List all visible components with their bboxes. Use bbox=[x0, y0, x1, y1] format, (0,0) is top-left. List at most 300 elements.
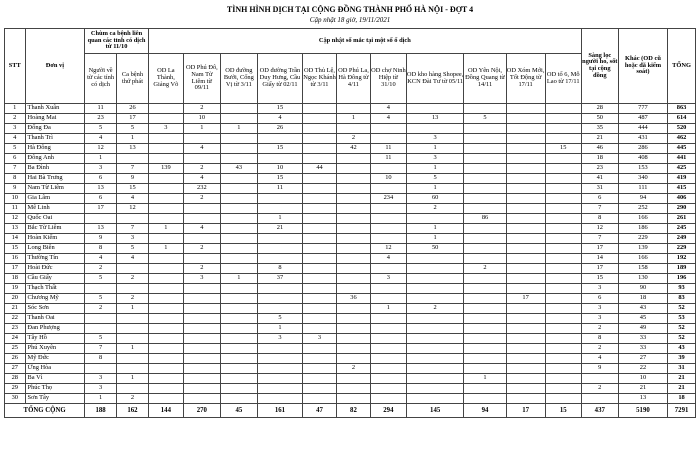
row-value-cell bbox=[464, 144, 506, 154]
row-value-cell bbox=[336, 394, 370, 404]
row-value-cell bbox=[220, 184, 257, 194]
row-unit: Thanh Trì bbox=[25, 134, 85, 144]
row-value-cell: 6 bbox=[85, 174, 117, 184]
row-value-cell: 8 bbox=[257, 264, 302, 274]
row-value-cell: 7 bbox=[581, 204, 618, 214]
row-value-cell: 3 bbox=[303, 334, 337, 344]
row-value-cell bbox=[117, 314, 149, 324]
row-value-cell: 3 bbox=[85, 384, 117, 394]
row-value-cell: 192 bbox=[668, 254, 696, 264]
row-value-cell bbox=[506, 124, 545, 134]
row-value-cell bbox=[506, 184, 545, 194]
row-value-cell bbox=[545, 314, 581, 324]
row-value-cell bbox=[303, 264, 337, 274]
table-row bbox=[5, 264, 696, 274]
table-row bbox=[5, 224, 696, 234]
row-unit: Hoàng Mai bbox=[25, 114, 85, 124]
row-value-cell: 33 bbox=[618, 344, 667, 354]
row-stt: 7 bbox=[5, 164, 26, 174]
row-value-cell bbox=[545, 154, 581, 164]
row-value-cell bbox=[464, 104, 506, 114]
row-unit: Ba Vì bbox=[25, 374, 85, 384]
row-unit: Hà Đông bbox=[25, 144, 85, 154]
row-value-cell bbox=[506, 174, 545, 184]
row-value-cell bbox=[303, 124, 337, 134]
table-row bbox=[5, 104, 696, 114]
row-value-cell bbox=[545, 324, 581, 334]
header-group-provinces: Chùm ca bệnh liên quan các tỉnh có dịch từ 11/10 bbox=[85, 29, 149, 54]
row-value-cell bbox=[370, 384, 406, 394]
row-value-cell bbox=[257, 384, 302, 394]
row-value-cell bbox=[506, 254, 545, 264]
row-value-cell: 153 bbox=[618, 164, 667, 174]
subheader-cell: OD La Thành, Giảng Võ bbox=[148, 54, 183, 104]
total-value-cell: 45 bbox=[220, 404, 257, 418]
row-value-cell bbox=[183, 134, 220, 144]
row-value-cell bbox=[545, 124, 581, 134]
row-value-cell bbox=[257, 244, 302, 254]
table-row bbox=[5, 394, 696, 404]
subheader-cell: OD Yên Nội, Đồng Quang từ 14/11 bbox=[464, 54, 506, 104]
row-value-cell bbox=[370, 334, 406, 344]
subheader-cell: OD Thủ Lệ, Ngọc Khánh từ 3/11 bbox=[303, 54, 337, 104]
row-value-cell: 4 bbox=[85, 254, 117, 264]
row-value-cell bbox=[406, 374, 464, 384]
row-value-cell: 39 bbox=[668, 354, 696, 364]
row-value-cell bbox=[220, 324, 257, 334]
row-value-cell bbox=[303, 154, 337, 164]
row-value-cell: 10 bbox=[618, 374, 667, 384]
row-value-cell: 1 bbox=[117, 134, 149, 144]
row-value-cell: 3 bbox=[370, 274, 406, 284]
row-value-cell bbox=[406, 214, 464, 224]
row-value-cell bbox=[336, 254, 370, 264]
row-value-cell: 252 bbox=[618, 204, 667, 214]
row-value-cell bbox=[506, 114, 545, 124]
row-stt: 20 bbox=[5, 294, 26, 304]
row-value-cell: 17 bbox=[581, 244, 618, 254]
row-value-cell bbox=[220, 284, 257, 294]
row-value-cell: 50 bbox=[581, 114, 618, 124]
table-row bbox=[5, 194, 696, 204]
row-value-cell bbox=[336, 104, 370, 114]
row-value-cell: 1 bbox=[370, 304, 406, 314]
row-value-cell: 444 bbox=[618, 124, 667, 134]
row-value-cell: 21 bbox=[668, 374, 696, 384]
row-value-cell bbox=[303, 294, 337, 304]
header-total: TỔNG bbox=[668, 29, 696, 104]
row-value-cell: 12 bbox=[117, 204, 149, 214]
row-value-cell bbox=[183, 324, 220, 334]
row-value-cell bbox=[148, 114, 183, 124]
row-value-cell bbox=[117, 154, 149, 164]
row-value-cell: 18 bbox=[618, 294, 667, 304]
row-value-cell bbox=[85, 364, 117, 374]
row-value-cell bbox=[303, 324, 337, 334]
row-value-cell bbox=[545, 254, 581, 264]
subheader-cell: OD kho hàng Shopee, KCN Đài Tư từ 05/11 bbox=[406, 54, 464, 104]
row-value-cell bbox=[117, 284, 149, 294]
row-value-cell bbox=[303, 394, 337, 404]
row-value-cell bbox=[506, 134, 545, 144]
row-value-cell: 8 bbox=[85, 354, 117, 364]
row-value-cell: 2 bbox=[336, 134, 370, 144]
row-value-cell bbox=[545, 294, 581, 304]
row-value-cell bbox=[336, 274, 370, 284]
row-value-cell: 2 bbox=[85, 264, 117, 274]
row-value-cell bbox=[464, 304, 506, 314]
row-value-cell bbox=[303, 234, 337, 244]
row-value-cell bbox=[220, 114, 257, 124]
row-value-cell bbox=[406, 264, 464, 274]
total-value-cell: 161 bbox=[257, 404, 302, 418]
row-value-cell: 189 bbox=[668, 264, 696, 274]
row-value-cell bbox=[303, 354, 337, 364]
row-value-cell: 462 bbox=[668, 134, 696, 144]
row-value-cell: 43 bbox=[618, 304, 667, 314]
row-unit: Sơn Tây bbox=[25, 394, 85, 404]
row-value-cell: 2 bbox=[183, 104, 220, 114]
row-value-cell bbox=[220, 334, 257, 344]
row-value-cell bbox=[506, 364, 545, 374]
row-value-cell: 1 bbox=[257, 324, 302, 334]
row-value-cell: 1 bbox=[183, 124, 220, 134]
row-unit: Cầu Giấy bbox=[25, 274, 85, 284]
row-value-cell bbox=[220, 314, 257, 324]
row-value-cell bbox=[545, 304, 581, 314]
row-value-cell bbox=[257, 134, 302, 144]
row-value-cell bbox=[148, 364, 183, 374]
row-value-cell bbox=[303, 254, 337, 264]
row-unit: Phúc Thọ bbox=[25, 384, 85, 394]
row-value-cell bbox=[370, 264, 406, 274]
row-value-cell: 4 bbox=[370, 254, 406, 264]
row-value-cell: 4 bbox=[117, 254, 149, 264]
row-value-cell bbox=[220, 344, 257, 354]
row-stt: 1 bbox=[5, 104, 26, 114]
row-value-cell bbox=[545, 114, 581, 124]
row-value-cell: 614 bbox=[668, 114, 696, 124]
report-subtitle: Cập nhật 18 giờ, 19/11/2021 bbox=[309, 16, 391, 24]
row-value-cell bbox=[464, 334, 506, 344]
row-value-cell bbox=[303, 224, 337, 234]
row-value-cell: 21 bbox=[581, 134, 618, 144]
row-value-cell: 52 bbox=[668, 334, 696, 344]
row-value-cell: 487 bbox=[618, 114, 667, 124]
row-value-cell: 415 bbox=[668, 184, 696, 194]
row-value-cell: 26 bbox=[117, 104, 149, 114]
row-stt: 4 bbox=[5, 134, 26, 144]
row-value-cell: 2 bbox=[117, 274, 149, 284]
row-value-cell bbox=[336, 174, 370, 184]
table-row bbox=[5, 294, 696, 304]
row-value-cell bbox=[370, 184, 406, 194]
row-value-cell bbox=[257, 394, 302, 404]
row-value-cell: 6 bbox=[581, 194, 618, 204]
row-stt: 14 bbox=[5, 234, 26, 244]
row-value-cell bbox=[581, 394, 618, 404]
row-value-cell: 2 bbox=[406, 204, 464, 214]
row-value-cell: 15 bbox=[545, 144, 581, 154]
row-value-cell bbox=[117, 324, 149, 334]
row-value-cell: 290 bbox=[668, 204, 696, 214]
row-value-cell bbox=[506, 264, 545, 274]
row-value-cell: 43 bbox=[220, 164, 257, 174]
subheader-cell: OD đường Bưởi, Cống Vị từ 3/11 bbox=[220, 54, 257, 104]
row-value-cell bbox=[303, 144, 337, 154]
row-value-cell: 31 bbox=[668, 364, 696, 374]
row-value-cell bbox=[148, 344, 183, 354]
row-unit: Hoài Đức bbox=[25, 264, 85, 274]
row-value-cell bbox=[336, 204, 370, 214]
row-value-cell bbox=[85, 284, 117, 294]
row-stt: 8 bbox=[5, 174, 26, 184]
row-value-cell: 9 bbox=[581, 364, 618, 374]
row-value-cell bbox=[220, 134, 257, 144]
row-value-cell: 186 bbox=[618, 224, 667, 234]
table-row bbox=[5, 124, 696, 134]
row-unit: Hoàn Kiếm bbox=[25, 234, 85, 244]
row-value-cell bbox=[406, 324, 464, 334]
row-value-cell bbox=[506, 344, 545, 354]
table-row bbox=[5, 274, 696, 284]
row-value-cell bbox=[464, 344, 506, 354]
row-value-cell: 15 bbox=[581, 274, 618, 284]
row-value-cell bbox=[370, 314, 406, 324]
row-value-cell bbox=[545, 174, 581, 184]
row-value-cell: 232 bbox=[183, 184, 220, 194]
row-value-cell bbox=[303, 204, 337, 214]
row-value-cell: 50 bbox=[406, 244, 464, 254]
row-value-cell: 12 bbox=[581, 224, 618, 234]
row-value-cell bbox=[336, 304, 370, 314]
total-value-cell: 188 bbox=[85, 404, 117, 418]
row-value-cell: 340 bbox=[618, 174, 667, 184]
row-value-cell: 33 bbox=[618, 334, 667, 344]
row-stt: 15 bbox=[5, 244, 26, 254]
header-stt: STT bbox=[5, 29, 26, 104]
row-value-cell bbox=[257, 154, 302, 164]
row-value-cell bbox=[303, 174, 337, 184]
row-value-cell: 3 bbox=[148, 124, 183, 134]
row-value-cell bbox=[183, 154, 220, 164]
row-value-cell: 445 bbox=[668, 144, 696, 154]
row-value-cell bbox=[148, 204, 183, 214]
row-value-cell bbox=[506, 244, 545, 254]
row-unit: Mỹ Đức bbox=[25, 354, 85, 364]
row-unit: Mê Linh bbox=[25, 204, 85, 214]
row-value-cell bbox=[303, 314, 337, 324]
table-row bbox=[5, 164, 696, 174]
table-row bbox=[5, 144, 696, 154]
subheader-cell: Ca bệnh thứ phát bbox=[117, 54, 149, 104]
row-value-cell bbox=[220, 294, 257, 304]
row-value-cell bbox=[506, 204, 545, 214]
row-value-cell bbox=[545, 384, 581, 394]
total-label: TỔNG CỘNG bbox=[5, 404, 85, 418]
row-value-cell bbox=[506, 194, 545, 204]
row-value-cell: 18 bbox=[668, 394, 696, 404]
row-value-cell bbox=[303, 374, 337, 384]
header-unit: Đơn vị bbox=[25, 29, 85, 104]
row-value-cell bbox=[506, 314, 545, 324]
row-value-cell bbox=[506, 284, 545, 294]
row-value-cell: 286 bbox=[618, 144, 667, 154]
row-value-cell bbox=[183, 374, 220, 384]
covid-table bbox=[4, 28, 696, 418]
row-value-cell bbox=[464, 234, 506, 244]
row-value-cell: 93 bbox=[668, 284, 696, 294]
row-value-cell: 419 bbox=[668, 174, 696, 184]
row-value-cell bbox=[148, 184, 183, 194]
row-value-cell: 1 bbox=[148, 244, 183, 254]
row-value-cell bbox=[545, 194, 581, 204]
row-value-cell bbox=[406, 254, 464, 264]
row-value-cell: 3 bbox=[85, 164, 117, 174]
row-value-cell bbox=[220, 374, 257, 384]
row-value-cell: 229 bbox=[618, 234, 667, 244]
table-row bbox=[5, 384, 696, 394]
row-value-cell bbox=[183, 234, 220, 244]
table-row bbox=[5, 244, 696, 254]
row-value-cell bbox=[336, 214, 370, 224]
row-value-cell: 17 bbox=[581, 264, 618, 274]
row-value-cell: 2 bbox=[183, 264, 220, 274]
row-value-cell bbox=[406, 354, 464, 364]
row-value-cell: 3 bbox=[85, 374, 117, 384]
row-value-cell: 2 bbox=[581, 344, 618, 354]
subheader-cell: OD chợ Ninh Hiệp từ 31/10 bbox=[370, 54, 406, 104]
row-value-cell: 196 bbox=[668, 274, 696, 284]
table-row bbox=[5, 254, 696, 264]
row-value-cell: 3 bbox=[257, 334, 302, 344]
row-value-cell bbox=[545, 224, 581, 234]
row-value-cell: 14 bbox=[581, 254, 618, 264]
row-value-cell bbox=[303, 364, 337, 374]
header-screening: Sàng lọc người ho, sốt tại cộng đồng bbox=[581, 29, 618, 104]
row-value-cell bbox=[506, 374, 545, 384]
row-value-cell: 7 bbox=[117, 164, 149, 174]
row-value-cell: 1 bbox=[406, 184, 464, 194]
row-value-cell bbox=[148, 234, 183, 244]
table-row bbox=[5, 334, 696, 344]
row-value-cell bbox=[148, 354, 183, 364]
subheader-cell: Người về từ các tỉnh có dịch bbox=[85, 54, 117, 104]
row-unit: Chương Mỹ bbox=[25, 294, 85, 304]
row-stt: 11 bbox=[5, 204, 26, 214]
row-value-cell bbox=[545, 334, 581, 344]
row-value-cell: 139 bbox=[618, 244, 667, 254]
row-value-cell bbox=[148, 394, 183, 404]
row-value-cell: 86 bbox=[464, 214, 506, 224]
row-value-cell: 111 bbox=[618, 184, 667, 194]
row-value-cell: 11 bbox=[85, 104, 117, 114]
row-value-cell: 5 bbox=[85, 124, 117, 134]
row-stt: 29 bbox=[5, 384, 26, 394]
row-value-cell: 2 bbox=[581, 324, 618, 334]
table-row bbox=[5, 304, 696, 314]
row-unit: Long Biên bbox=[25, 244, 85, 254]
row-stt: 6 bbox=[5, 154, 26, 164]
row-value-cell: 2 bbox=[117, 294, 149, 304]
row-value-cell: 2 bbox=[406, 304, 464, 314]
report-title: TÌNH HÌNH DỊCH TẠI CỘNG ĐỒNG THÀNH PHỐ HÀ NỘI - ĐỢT 4 bbox=[226, 5, 474, 14]
row-value-cell: 245 bbox=[668, 224, 696, 234]
row-value-cell: 49 bbox=[618, 324, 667, 334]
row-value-cell bbox=[406, 344, 464, 354]
row-stt: 24 bbox=[5, 334, 26, 344]
row-value-cell: 1 bbox=[117, 304, 149, 314]
row-stt: 30 bbox=[5, 394, 26, 404]
row-stt: 16 bbox=[5, 254, 26, 264]
row-value-cell bbox=[148, 154, 183, 164]
table-row bbox=[5, 354, 696, 364]
row-value-cell: 5 bbox=[117, 124, 149, 134]
row-value-cell bbox=[303, 214, 337, 224]
row-value-cell bbox=[464, 184, 506, 194]
row-unit: Quốc Oai bbox=[25, 214, 85, 224]
row-value-cell: 3 bbox=[406, 154, 464, 164]
row-value-cell: 1 bbox=[257, 214, 302, 224]
row-value-cell bbox=[117, 264, 149, 274]
row-value-cell bbox=[370, 124, 406, 134]
row-value-cell bbox=[220, 364, 257, 374]
row-value-cell bbox=[148, 274, 183, 284]
row-value-cell bbox=[257, 194, 302, 204]
row-stt: 28 bbox=[5, 374, 26, 384]
row-value-cell: 431 bbox=[618, 134, 667, 144]
row-value-cell: 234 bbox=[370, 194, 406, 204]
row-unit: Tây Hồ bbox=[25, 334, 85, 344]
row-value-cell bbox=[464, 174, 506, 184]
row-value-cell: 5 bbox=[85, 274, 117, 284]
row-stt: 18 bbox=[5, 274, 26, 284]
row-value-cell: 83 bbox=[668, 294, 696, 304]
row-value-cell: 1 bbox=[117, 374, 149, 384]
row-value-cell: 42 bbox=[336, 144, 370, 154]
row-value-cell bbox=[506, 164, 545, 174]
row-value-cell bbox=[220, 244, 257, 254]
row-value-cell bbox=[220, 214, 257, 224]
row-value-cell bbox=[545, 244, 581, 254]
row-value-cell bbox=[117, 364, 149, 374]
row-value-cell bbox=[545, 234, 581, 244]
row-value-cell bbox=[303, 194, 337, 204]
row-value-cell bbox=[506, 304, 545, 314]
row-value-cell bbox=[257, 374, 302, 384]
row-value-cell: 43 bbox=[668, 344, 696, 354]
row-unit: Thanh Xuân bbox=[25, 104, 85, 114]
row-value-cell bbox=[545, 364, 581, 374]
row-value-cell bbox=[257, 254, 302, 264]
row-value-cell bbox=[183, 204, 220, 214]
total-value-cell: 82 bbox=[336, 404, 370, 418]
row-value-cell bbox=[464, 244, 506, 254]
row-value-cell bbox=[370, 344, 406, 354]
row-value-cell bbox=[148, 134, 183, 144]
row-value-cell: 15 bbox=[257, 144, 302, 154]
row-value-cell bbox=[303, 104, 337, 114]
row-value-cell: 9 bbox=[85, 234, 117, 244]
row-value-cell bbox=[336, 354, 370, 364]
row-value-cell bbox=[336, 124, 370, 134]
row-value-cell bbox=[370, 324, 406, 334]
row-value-cell bbox=[336, 374, 370, 384]
row-value-cell: 2 bbox=[117, 394, 149, 404]
row-value-cell bbox=[464, 194, 506, 204]
row-value-cell bbox=[545, 344, 581, 354]
row-value-cell bbox=[464, 134, 506, 144]
